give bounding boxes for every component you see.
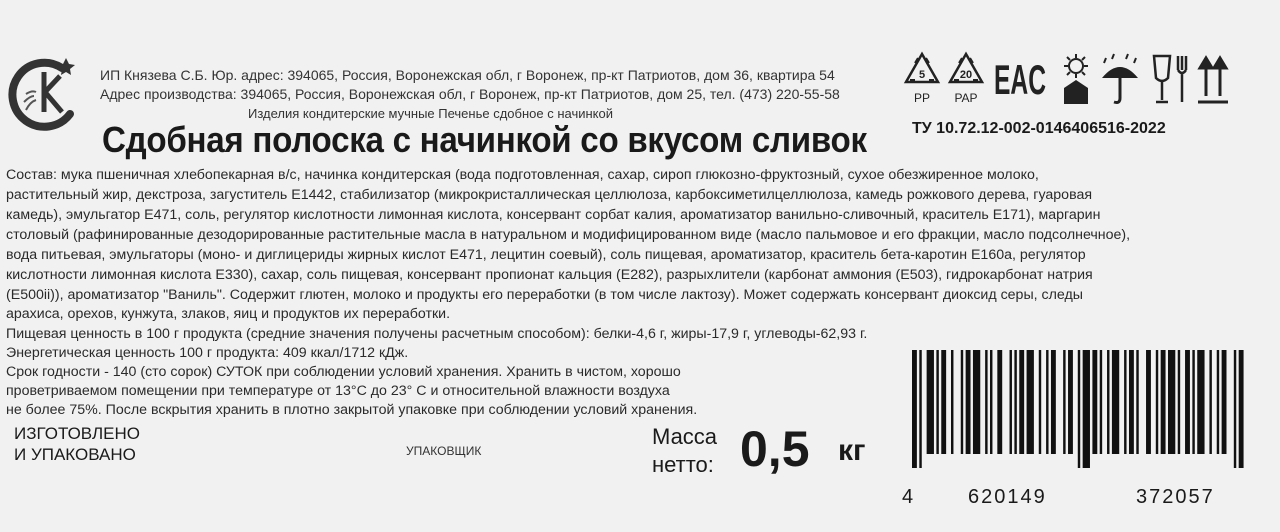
barcode-bar (961, 350, 963, 454)
barcode-bar (1178, 350, 1180, 454)
barcode-bar (927, 350, 934, 454)
packer-label: УПАКОВЩИК (406, 444, 482, 458)
barcode-digits-left: 620149 (968, 486, 1047, 508)
barcode-bar (1136, 350, 1138, 454)
barcode-bar (1129, 350, 1134, 454)
barcode-bar (1124, 350, 1126, 454)
recycle-5-number: 5 (918, 69, 926, 81)
composition-line: вода питьевая, эмульгаторы (моно- и диглицериды жирных кислот Е471, лецитин соевый), соль пищевая, ароматизатор, краситель бета-каротин Е160а, регулятор (6, 247, 1086, 263)
barcode-bar (1107, 350, 1109, 454)
barcode-bar (1192, 350, 1194, 454)
composition-line: столовый (рафинированные дезодорированные растительные масла в натуральном и модифицированном виде (масло пальмовое и его фракции, масло подсолнечное), (6, 227, 1131, 243)
barcode-bar (985, 350, 987, 454)
composition-line: (Е500ii)), ароматизатор "Ваниль". Содержит глютен, молоко и продукты его переработки (в том числе лактозу). Может содержать консервант диоксид серы, следы (6, 287, 1083, 303)
mass-unit: кг (838, 434, 866, 467)
barcode-bar (990, 350, 992, 454)
barcode-bar (941, 350, 946, 454)
barcode-bar (1217, 350, 1219, 454)
barcode-digits-right: 372057 (1136, 486, 1215, 508)
barcode-bar (912, 350, 917, 468)
storage-line: проветриваемом помещении при температуре от 13°С до 23° С и относительной влажности воздуха (6, 383, 670, 399)
recycle-20-pap-icon (950, 54, 982, 105)
barcode-bar (1156, 350, 1158, 454)
barcode-bar (1222, 350, 1227, 454)
recycle-5-pp-icon (906, 54, 938, 105)
mass-label: Масса (652, 424, 718, 449)
recycle-20-label: PAP (954, 91, 978, 105)
composition-line: Состав: мука пшеничная хлебопекарная в/с, начинка кондитерская (вода подготовленная, сахар, сироп глюкозно-фруктозный, сухое обезжиренное молоко, (6, 167, 1039, 183)
barcode-bar (1014, 350, 1016, 454)
barcode-bar (1019, 350, 1024, 454)
composition-line: растительный жир, декстроза, загуститель Е1442, стабилизатор (микрокристаллическая целлюлоза, карбоксиметилцеллюлоза, камедь рожкового дерева, гуаровая (6, 187, 1093, 203)
company-logo (4, 52, 86, 134)
barcode-bar (1083, 350, 1090, 468)
barcode-digit-first: 4 (902, 486, 916, 508)
barcode-bar (1046, 350, 1048, 454)
barcode-bar (1209, 350, 1211, 454)
barcode-bar (1078, 350, 1080, 468)
barcode-bar (1100, 350, 1102, 454)
made-label: ИЗГОТОВЛЕНО (14, 424, 140, 443)
composition-line: арахиса, орехов, кунжута, злаков, яиц и продуктов их переработки. (6, 306, 451, 322)
mass-value: 0,5 (740, 421, 810, 477)
barcode (912, 350, 1246, 468)
composition-line: кислотности лимонная кислота Е330), сахар, соль пищевая, консервант пропионат кальция (Е282), разрыхлители (карбонат аммония (Е503), гидрокарбонат натрия (6, 267, 1093, 283)
barcode-bar (936, 350, 938, 454)
barcode-bar (1146, 350, 1151, 454)
keep-away-from-sun-icon (1064, 54, 1088, 104)
storage-line: не более 75%. После вскрытия хранить в плотно закрытой упаковке при соблюдении условий хранения. (6, 402, 698, 418)
package-icons (902, 50, 1238, 108)
barcode-bar (1068, 350, 1073, 454)
energy-value: Энергетическая ценность 100 г продукта: 409 ккал/1712 кДж. (6, 345, 409, 361)
storage-line: Срок годности - 140 (сто сорок) СУТОК при соблюдении условий хранения. Хранить в чистом, хорошо (6, 364, 681, 380)
recycle-20-number: 20 (959, 69, 973, 81)
barcode-bar (1234, 350, 1236, 468)
barcode-bar (973, 350, 980, 454)
barcode-bar (1168, 350, 1175, 454)
packed-label: И УПАКОВАНО (14, 445, 136, 464)
barcode-bar (919, 350, 921, 468)
barcode-bar (1092, 350, 1097, 454)
barcode-bar (1161, 350, 1166, 454)
barcode-bar (1010, 350, 1012, 454)
product-title: Сдобная полоска с начинкой со вкусом сливок (102, 119, 867, 160)
barcode-bar (1239, 350, 1244, 468)
net-label: нетто: (652, 452, 714, 477)
nutrition-value: Пищевая ценность в 100 г продукта (средние значения получены расчетным способом): белки-4,6 г, жиры-17,9 г, углеводы-62,93 г. (6, 326, 868, 342)
recycle-5-label: PP (913, 91, 931, 105)
keep-dry-umbrella-icon (1102, 54, 1138, 103)
legal-address: ИП Князева С.Б. Юр. адрес: 394065, Россия, Воронежская обл, г Воронеж, пр-кт Патриотов, дом 36, квартира 54 (100, 67, 835, 83)
barcode-bar (1051, 350, 1056, 454)
this-way-up-arrows-icon (1198, 58, 1228, 102)
composition-line: камедь), эмульгатор Е471, соль, регулятор кислотности лимонная кислота, консервант сорбат калия, ароматизатор ванильно-сливочный, краситель Е171), маргарин (6, 207, 1101, 223)
barcode-bar (1039, 350, 1041, 454)
barcode-bar (951, 350, 953, 454)
barcode-bar (966, 350, 971, 454)
barcode-bar (1197, 350, 1204, 454)
barcode-bar (1063, 350, 1065, 454)
production-address: Адрес производства: 394065, Россия, Воронежская обл, г Воронеж, пр-кт Патриотов, дом 25, тел. (473) 220-55-58 (100, 86, 840, 102)
eac-text: EAC (994, 56, 1046, 103)
tu-standard: ТУ 10.72.12-002-0146406516-2022 (912, 120, 1166, 137)
barcode-bar (997, 350, 1002, 454)
barcode-bar (1185, 350, 1190, 454)
food-safe-glass-fork-icon (1154, 56, 1186, 102)
product-category: Изделия кондитерские мучные Печенье сдобное с начинкой (248, 106, 613, 121)
barcode-bar (1027, 350, 1034, 454)
eac-icon (994, 56, 1046, 103)
barcode-bar (1112, 350, 1119, 454)
